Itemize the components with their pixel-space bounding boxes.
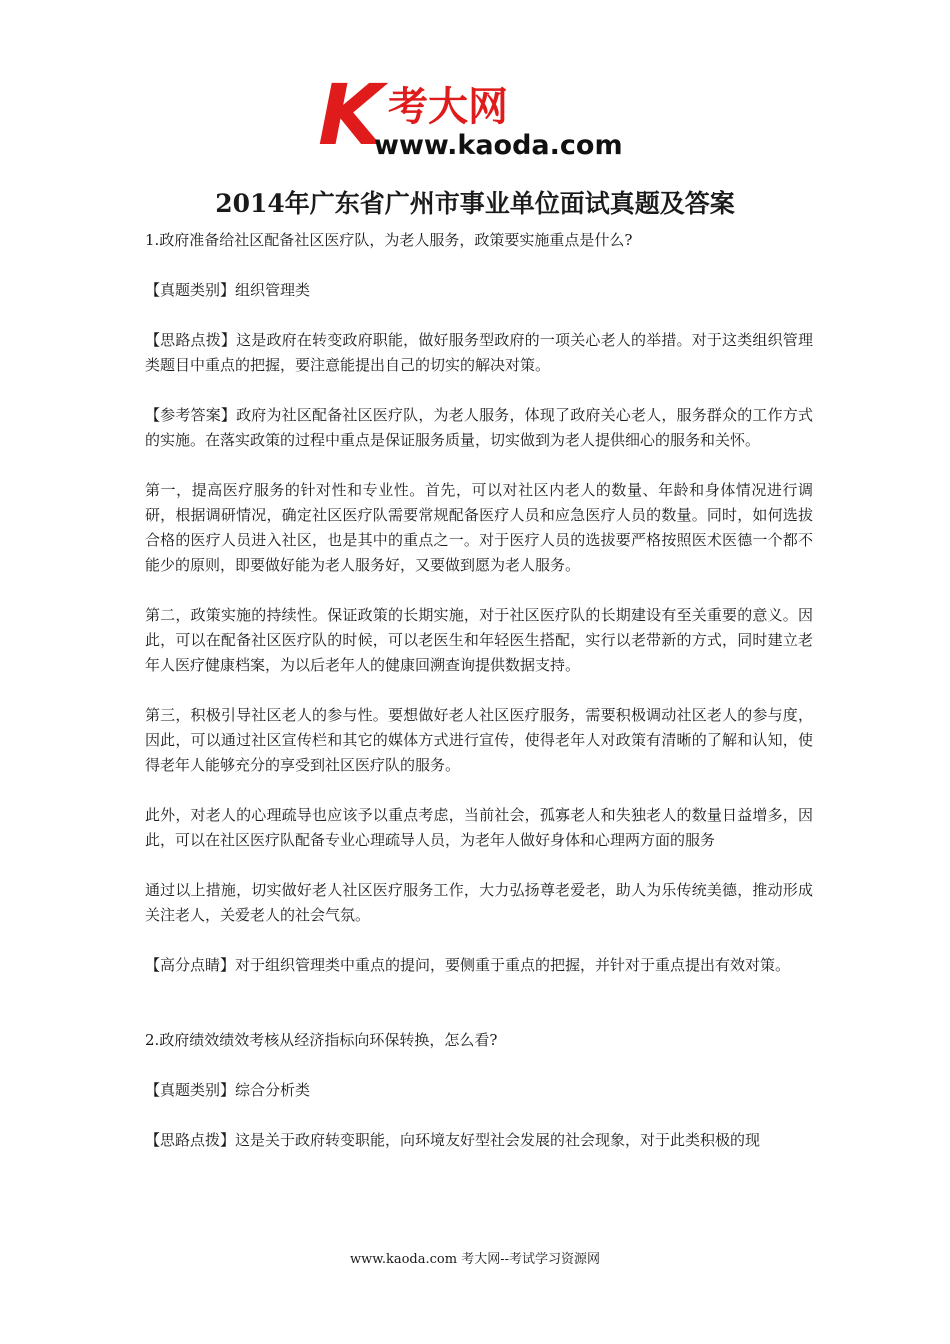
q1-point-3: 第三，积极引导社区老人的参与性。要想做好老人社区医疗服务，需要积极调动社区老人的参与度，因此，可以通过社区宣传栏和其它的媒体方式进行宣传，使得老年人对政策有清晰的了解和认知，使得老年人能够充分的享受到社区医疗队的服务。 bbox=[145, 706, 813, 774]
q1-hint: 【思路点拨】这是政府在转变政府职能，做好服务型政府的一项关心老人的举措。对于这类组织管理类题目中重点的把握，要注意能提出自己的切实的解决对策。 bbox=[145, 331, 813, 374]
question-1: 1.政府准备给社区配备社区医疗队，为老人服务，政策要实施重点是什么? bbox=[145, 231, 633, 249]
question-2: 2.政府绩效绩效考核从经济指标向环保转换，怎么看? bbox=[145, 1031, 498, 1049]
document-title: 2014年广东省广州市事业单位面试真题及答案 bbox=[215, 189, 735, 218]
q1-additional: 此外，对老人的心理疏导也应该予以重点考虑，当前社会，孤寡老人和失独老人的数量日益增多，因此，可以在社区医疗队配备专业心理疏导人员，为老年人做好身体和心理两方面的服务 bbox=[145, 806, 813, 849]
logo-brand-url: www.kaoda.com bbox=[374, 130, 623, 158]
q1-answer: 【参考答案】政府为社区配备社区医疗队，为老人服务，体现了政府关心老人，服务群众的工作方式的实施。在落实政策的过程中重点是保证服务质量，切实做到为老人提供细心的服务和关怀。 bbox=[145, 406, 813, 449]
kaoda-logo bbox=[318, 80, 638, 158]
q1-highlight: 【高分点睛】对于组织管理类中重点的提问，要侧重于重点的把握，并针对于重点提出有效对策。 bbox=[145, 956, 791, 974]
q1-point-2: 第二，政策实施的持续性。保证政策的长期实施，对于社区医疗队的长期建设有至关重要的意义。因此，可以在配备社区医疗队的时候，可以老医生和年轻医生搭配，实行以老带新的方式，同时建立老年人医疗健康档案，为以后老年人的健康回溯查询提供数据支持。 bbox=[145, 606, 813, 674]
logo-mark: K bbox=[318, 80, 384, 158]
page-footer: www.kaoda.com 考大网--考试学习资源网 bbox=[350, 1252, 600, 1267]
logo-brand-cn: 考大网 bbox=[388, 84, 508, 130]
q1-point-1: 第一，提高医疗服务的针对性和专业性。首先，可以对社区内老人的数量、年龄和身体情况进行调研，根据调研情况，确定社区医疗队需要常规配备医疗人员和应急医疗人员的数量。同时，如何选拔合格的医疗人员进入社区，也是其中的重点之一。对于医疗人员的选拔要严格按照医术医德一个都不能少的原则，即要做好能为老人服务好，又要做到愿为老人服务。 bbox=[145, 481, 813, 574]
q1-category: 【真题类别】组织管理类 bbox=[145, 281, 311, 299]
q1-conclusion: 通过以上措施，切实做好老人社区医疗服务工作，大力弘扬尊老爱老，助人为乐传统美德，推动形成关注老人，关爱老人的社会气氛。 bbox=[145, 881, 813, 924]
document-body bbox=[145, 228, 813, 1178]
q2-category: 【真题类别】综合分析类 bbox=[145, 1081, 311, 1099]
q2-hint: 【思路点拨】这是关于政府转变职能，向环境友好型社会发展的社会现象，对于此类积极的现 bbox=[145, 1131, 761, 1149]
